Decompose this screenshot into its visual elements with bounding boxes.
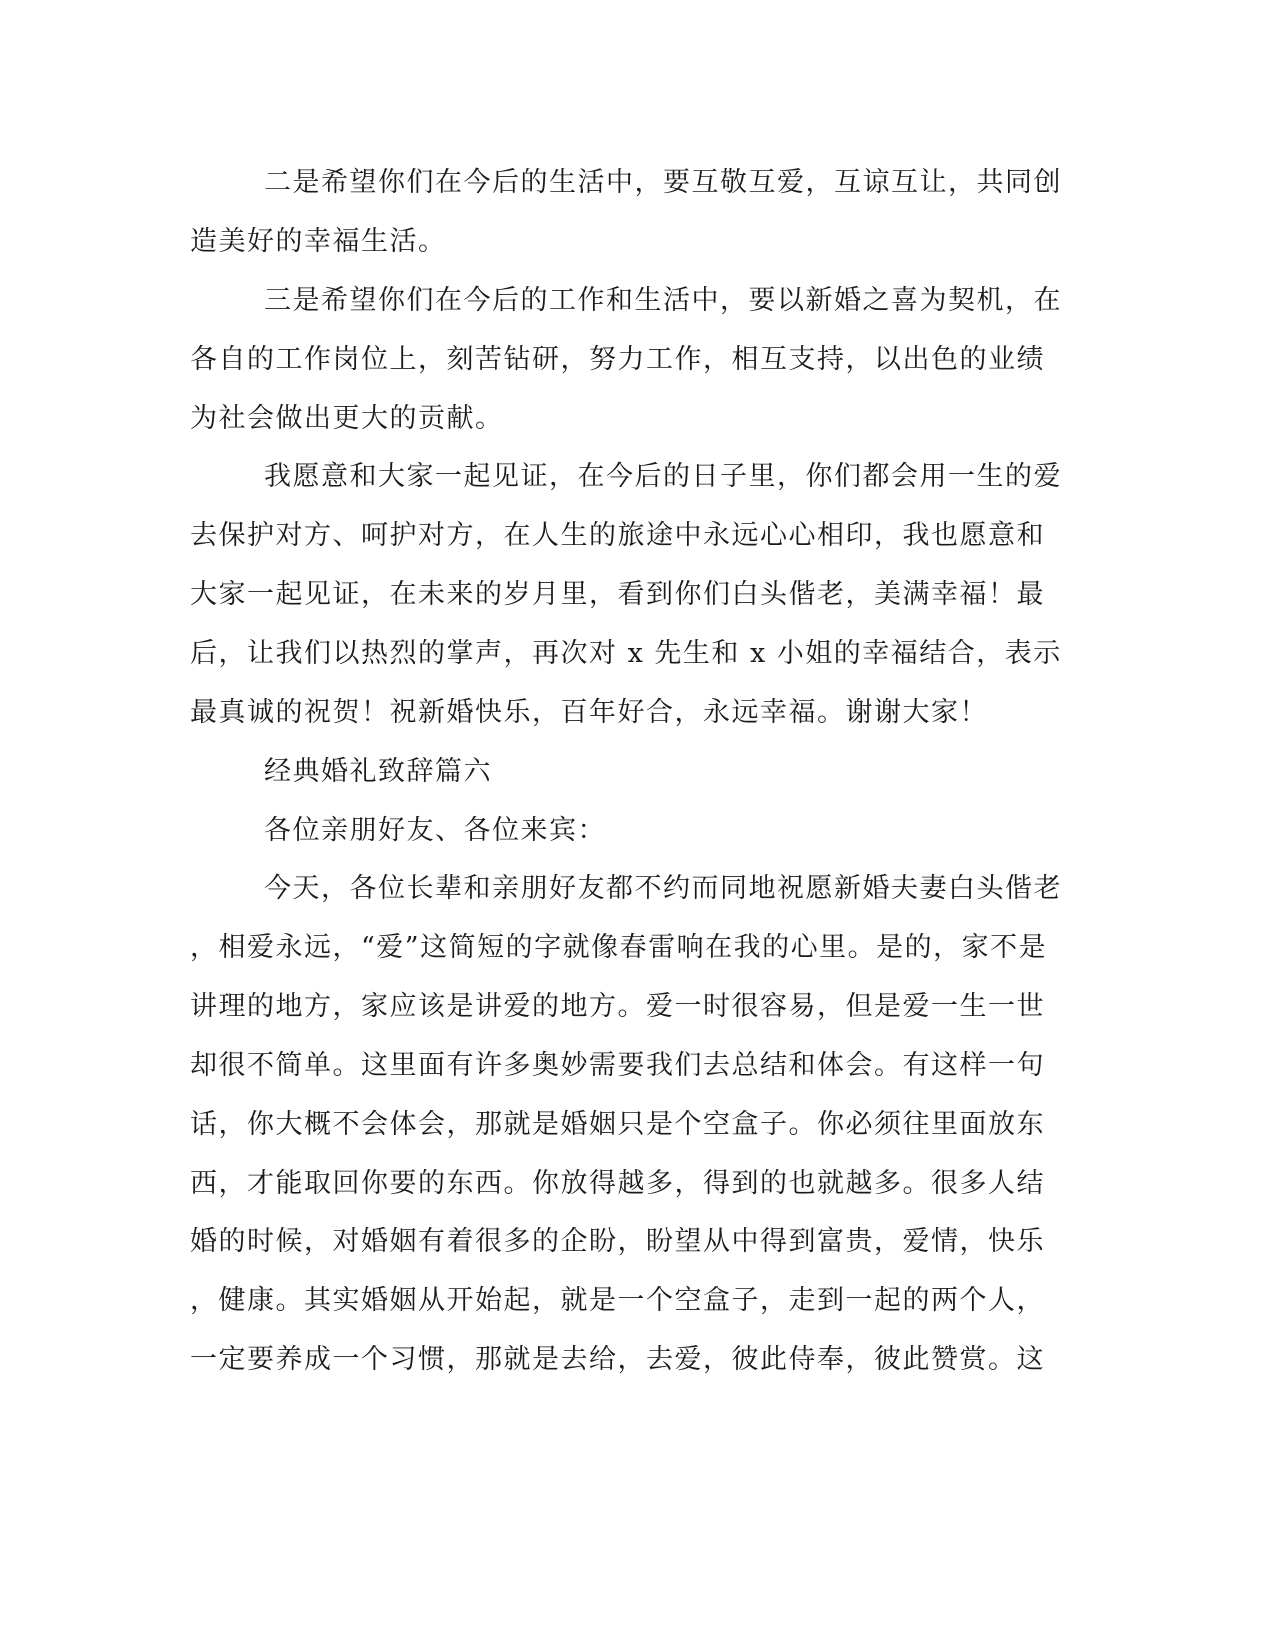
text-line: 西，才能取回你要的东西。你放得越多，得到的也就越多。很多人结 — [190, 1168, 1045, 1199]
text-line: 话，你大概不会体会，那就是婚姻只是个空盒子。你必须往里面放东 — [190, 1109, 1045, 1140]
section-heading: 经典婚礼致辞篇六 — [264, 756, 492, 787]
text-line: 今天，各位长辈和亲朋好友都不约而同地祝愿新婚夫妻白头偕老 — [264, 873, 1062, 904]
text-line: ，相爱永远，“爱”这简短的字就像春雷响在我的心里。是的，家不是 — [190, 932, 1048, 963]
text-line: 我愿意和大家一起见证，在今后的日子里，你们都会用一生的爱 — [264, 461, 1062, 492]
text-line: 去保护对方、呵护对方，在人生的旅途中永远心心相印，我也愿意和 — [190, 520, 1045, 551]
text-line: 一定要养成一个习惯，那就是去给，去爱，彼此侍奉，彼此赞赏。这 — [190, 1344, 1045, 1375]
text-line: 大家一起见证，在未来的岁月里，看到你们白头偕老，美满幸福！最 — [190, 579, 1045, 610]
text-line: 造美好的幸福生活。 — [190, 226, 447, 257]
text-line: 三是希望你们在今后的工作和生活中，要以新婚之喜为契机，在 — [264, 285, 1062, 316]
text-line: 婚的时候，对婚姻有着很多的企盼，盼望从中得到富贵，爱情，快乐 — [190, 1226, 1045, 1257]
text-line: 为社会做出更大的贡献。 — [190, 403, 504, 434]
text-line: 二是希望你们在今后的生活中，要互敬互爱，互谅互让，共同创 — [264, 167, 1062, 198]
salutation: 各位亲朋好友、各位来宾： — [264, 815, 606, 846]
text-line: 讲理的地方，家应该是讲爱的地方。爱一时很容易，但是爱一生一世 — [190, 991, 1045, 1022]
text-line: 最真诚的祝贺！祝新婚快乐，百年好合，永远幸福。谢谢大家！ — [190, 697, 988, 728]
text-line: 后，让我们以热烈的掌声，再次对 x 先生和 x 小姐的幸福结合，表示 — [190, 638, 1062, 669]
text-line: 各自的工作岗位上，刻苦钻研，努力工作，相互支持，以出色的业绩 — [190, 344, 1045, 375]
text-line: ，健康。其实婚姻从开始起，就是一个空盒子，走到一起的两个人， — [190, 1285, 1045, 1316]
text-line: 却很不简单。这里面有许多奥妙需要我们去总结和体会。有这样一句 — [190, 1050, 1045, 1081]
